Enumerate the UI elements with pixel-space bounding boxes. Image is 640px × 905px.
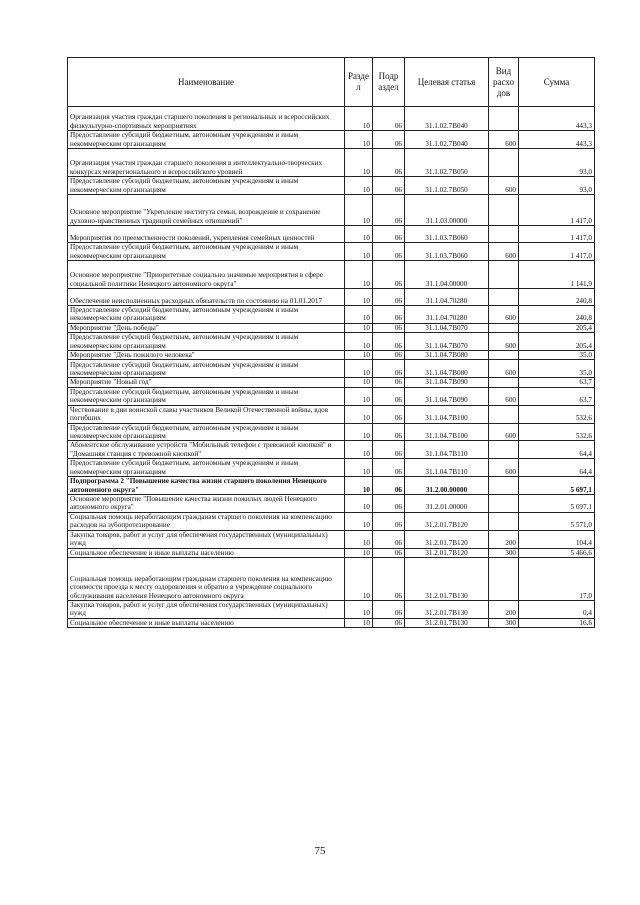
row-name: Социальное обеспечение и иные выплаты населению — [68, 618, 345, 627]
row-razdel: 10 — [345, 441, 373, 459]
row-razdel: 10 — [345, 243, 373, 261]
row-target: 31.1.04.70280 — [405, 289, 489, 306]
row-razdel: 10 — [345, 177, 373, 195]
row-sum: 17,0 — [519, 557, 595, 600]
row-podrazdel: 06 — [373, 243, 405, 261]
row-razdel: 10 — [345, 195, 373, 226]
header-podrazdel: Подр аздел — [373, 58, 405, 107]
row-name: Мероприятия по преемственности поколений, укрепления семейных ценностей — [68, 226, 345, 243]
row-razdel: 10 — [345, 306, 373, 324]
row-podrazdel: 06 — [373, 441, 405, 459]
table-row — [68, 600, 595, 618]
row-razdel: 10 — [345, 387, 373, 405]
row-podrazdel: 06 — [373, 405, 405, 423]
row-podrazdel: 06 — [373, 459, 405, 477]
row-target: 31.2.01.7В130 — [405, 600, 489, 618]
row-target: 31.1.02.7В050 — [405, 149, 489, 177]
row-name: Предоставление субсидий бюджетным, автономным учреждениям и иным некоммерческим организациям — [68, 243, 345, 261]
row-podrazdel: 06 — [373, 557, 405, 600]
table-row — [68, 149, 595, 177]
row-vid — [489, 351, 519, 360]
row-sum: 1 417,0 — [519, 226, 595, 243]
row-name: Предоставление субсидий бюджетным, автономным учреждениям и иным некоммерческим организациям — [68, 360, 345, 378]
row-target: 31.1.04.7В080 — [405, 360, 489, 378]
row-podrazdel: 06 — [373, 351, 405, 360]
table-row — [68, 557, 595, 600]
row-sum: 0,4 — [519, 600, 595, 618]
table-row — [68, 177, 595, 195]
budget-table — [67, 57, 595, 628]
row-vid — [489, 107, 519, 131]
table-row — [68, 387, 595, 405]
row-name: Подпрограмма 2 "Повышение качества жизни старшего поколения Ненецкого автономного округа" — [68, 477, 345, 495]
row-vid — [489, 477, 519, 495]
row-vid — [489, 149, 519, 177]
table-row — [68, 195, 595, 226]
table-row — [68, 548, 595, 557]
row-target: 31.1.02.7В040 — [405, 107, 489, 131]
row-razdel: 10 — [345, 149, 373, 177]
row-razdel: 10 — [345, 351, 373, 360]
row-vid: 300 — [489, 548, 519, 557]
row-razdel: 10 — [345, 459, 373, 477]
row-podrazdel: 06 — [373, 131, 405, 149]
row-vid: 600 — [489, 333, 519, 351]
row-sum: 205,4 — [519, 333, 595, 351]
row-target: 31.1.04.00000 — [405, 261, 489, 289]
row-target: 31.1.03.00000 — [405, 195, 489, 226]
row-sum: 532,6 — [519, 423, 595, 441]
row-name: Мероприятие "День пожилого человека" — [68, 351, 345, 360]
row-name: Основное мероприятие "Повышение качества жизни пожилых людей Ненецкого автономного округа" — [68, 494, 345, 512]
header-name: Наименование — [68, 58, 345, 107]
row-sum: 35,0 — [519, 351, 595, 360]
row-name: Предоставление субсидий бюджетным, автономным учреждениям и иным некоммерческим организациям — [68, 423, 345, 441]
row-target: 31.2.01.7В130 — [405, 618, 489, 627]
row-name: Социальная помощь неработающим гражданам старшего поколения на компенсацию расходов на зубопротезирование — [68, 512, 345, 530]
row-razdel: 10 — [345, 405, 373, 423]
row-name: Основное мероприятие "Приоритетные социально значимые мероприятия в сфере социальной политики Ненецкого автономного округа" — [68, 261, 345, 289]
row-target: 31.1.04.7В080 — [405, 351, 489, 360]
row-podrazdel: 06 — [373, 306, 405, 324]
table-row — [68, 405, 595, 423]
row-target: 31.1.02.7В040 — [405, 131, 489, 149]
row-podrazdel: 06 — [373, 618, 405, 627]
row-target: 31.1.03.7В060 — [405, 243, 489, 261]
row-sum: 64,4 — [519, 459, 595, 477]
row-target: 31.1.04.7В110 — [405, 441, 489, 459]
row-podrazdel: 06 — [373, 333, 405, 351]
row-name: Предоставление субсидий бюджетным, автономным учреждениям и иным некоммерческим организациям — [68, 333, 345, 351]
header-target: Целевая статья — [405, 58, 489, 107]
row-vid — [489, 378, 519, 387]
table-row — [68, 477, 595, 495]
table-row — [68, 351, 595, 360]
row-target: 31.2.01.7В120 — [405, 530, 489, 548]
row-name: Предоставление субсидий бюджетным, автономным учреждениям и иным некоммерческим организациям — [68, 387, 345, 405]
row-razdel: 10 — [345, 289, 373, 306]
row-name: Закупка товаров, работ и услуг для обеспечения государственных (муниципальных) нужд — [68, 530, 345, 548]
row-target: 31.1.04.7В100 — [405, 423, 489, 441]
row-name: Организация участия граждан старшего поколения в интеллектуально-творческих конкурсах межрегионального и всероссийского уровней — [68, 149, 345, 177]
row-name: Основное мероприятие "Укрепление института семьи, возрождение и сохранение духовно-нравственных традиций семейных отношений" — [68, 195, 345, 226]
row-podrazdel: 06 — [373, 530, 405, 548]
row-vid: 600 — [489, 177, 519, 195]
row-sum: 5 697,1 — [519, 494, 595, 512]
row-vid — [489, 557, 519, 600]
row-razdel: 10 — [345, 423, 373, 441]
row-razdel: 10 — [345, 261, 373, 289]
row-target: 31.1.04.7В070 — [405, 323, 489, 332]
row-podrazdel: 06 — [373, 600, 405, 618]
row-name: Мероприятие "День победы" — [68, 323, 345, 332]
row-vid — [489, 494, 519, 512]
row-razdel: 10 — [345, 323, 373, 332]
row-razdel: 10 — [345, 618, 373, 627]
row-target: 31.1.03.7В060 — [405, 226, 489, 243]
row-razdel: 10 — [345, 600, 373, 618]
row-sum: 443,3 — [519, 131, 595, 149]
row-vid: 200 — [489, 530, 519, 548]
row-name: Социальное обеспечение и иные выплаты населению — [68, 548, 345, 557]
row-razdel: 10 — [345, 548, 373, 557]
row-podrazdel: 06 — [373, 477, 405, 495]
row-sum: 240,8 — [519, 306, 595, 324]
row-name: Организация участия граждан старшего поколения в региональных и всероссийских физкультурно-спортивных мероприятиях — [68, 107, 345, 131]
row-sum: 1 417,0 — [519, 195, 595, 226]
row-vid: 600 — [489, 459, 519, 477]
table-row — [68, 530, 595, 548]
row-vid: 200 — [489, 600, 519, 618]
row-name: Предоставление субсидий бюджетным, автономным учреждениям и иным некоммерческим организациям — [68, 459, 345, 477]
row-vid — [489, 512, 519, 530]
row-vid: 600 — [489, 306, 519, 324]
row-podrazdel: 06 — [373, 323, 405, 332]
row-name: Закупка товаров, работ и услуг для обеспечения государственных (муниципальных) нужд — [68, 600, 345, 618]
header-sum: Сумма — [519, 58, 595, 107]
row-name: Предоставление субсидий бюджетным, автономным учреждениям и иным некоммерческим организациям — [68, 177, 345, 195]
row-podrazdel: 06 — [373, 378, 405, 387]
table-row — [68, 323, 595, 332]
row-name: Предоставление субсидий бюджетным, автономным учреждениям и иным некоммерческим организациям — [68, 131, 345, 149]
row-podrazdel: 06 — [373, 494, 405, 512]
row-podrazdel: 06 — [373, 261, 405, 289]
row-vid — [489, 441, 519, 459]
table-row — [68, 243, 595, 261]
row-podrazdel: 06 — [373, 177, 405, 195]
row-target: 31.1.02.7В050 — [405, 177, 489, 195]
row-sum: 443,3 — [519, 107, 595, 131]
header-vid: Вид расхо дов — [489, 58, 519, 107]
row-podrazdel: 06 — [373, 423, 405, 441]
row-razdel: 10 — [345, 131, 373, 149]
header-row — [68, 58, 595, 107]
row-target: 31.2.01.00000 — [405, 494, 489, 512]
row-target: 31.1.04.7В090 — [405, 378, 489, 387]
row-sum: 205,4 — [519, 323, 595, 332]
table-row — [68, 289, 595, 306]
row-vid — [489, 289, 519, 306]
row-target: 31.1.04.7В110 — [405, 459, 489, 477]
budget-table-sheet — [67, 57, 594, 628]
row-sum: 64,4 — [519, 441, 595, 459]
row-target: 31.1.04.7В100 — [405, 405, 489, 423]
row-vid: 600 — [489, 243, 519, 261]
table-row — [68, 333, 595, 351]
table-row — [68, 494, 595, 512]
row-sum: 104,4 — [519, 530, 595, 548]
table-row — [68, 306, 595, 324]
row-vid — [489, 323, 519, 332]
row-vid — [489, 195, 519, 226]
row-name: Обеспечение неисполненных расходных обязательств по состоянию на 01.01.2017 — [68, 289, 345, 306]
row-razdel: 10 — [345, 107, 373, 131]
row-razdel: 10 — [345, 226, 373, 243]
header-razdel: Разде л — [345, 58, 373, 107]
row-podrazdel: 06 — [373, 387, 405, 405]
table-row — [68, 441, 595, 459]
row-razdel: 10 — [345, 378, 373, 387]
row-target: 31.2.00.00000 — [405, 477, 489, 495]
row-razdel: 10 — [345, 494, 373, 512]
row-razdel: 10 — [345, 512, 373, 530]
row-target: 31.2.01.7В120 — [405, 548, 489, 557]
table-row — [68, 378, 595, 387]
row-sum: 5 571,0 — [519, 512, 595, 530]
row-podrazdel: 06 — [373, 289, 405, 306]
row-razdel: 10 — [345, 360, 373, 378]
row-name: Абонентское обслуживание устройств "Мобильный телефон с тревожной кнопкой" и "Домашняя станция с тревожной кнопкой" — [68, 441, 345, 459]
row-vid: 600 — [489, 387, 519, 405]
row-target: 31.2.01.7В130 — [405, 557, 489, 600]
row-name: Чествование в дни воинской славы участников Великой Отечественной войны, вдов погибших — [68, 405, 345, 423]
row-razdel: 10 — [345, 530, 373, 548]
row-sum: 5 466,6 — [519, 548, 595, 557]
table-row — [68, 226, 595, 243]
row-vid — [489, 226, 519, 243]
page-number: 75 — [314, 845, 326, 857]
row-podrazdel: 06 — [373, 149, 405, 177]
row-sum: 1 141,9 — [519, 261, 595, 289]
row-target: 31.1.04.7В090 — [405, 387, 489, 405]
row-target: 31.1.04.7В070 — [405, 333, 489, 351]
row-target: 31.1.04.70280 — [405, 306, 489, 324]
row-vid: 300 — [489, 618, 519, 627]
row-sum: 5 697,1 — [519, 477, 595, 495]
row-sum: 63,7 — [519, 387, 595, 405]
row-vid — [489, 261, 519, 289]
row-vid — [489, 405, 519, 423]
row-razdel: 10 — [345, 333, 373, 351]
row-razdel: 10 — [345, 557, 373, 600]
row-target: 31.2.01.7В120 — [405, 512, 489, 530]
row-name: Социальная помощь неработающим гражданам старшего поколения на компенсацию стоимости проезда к месту оздоровления и обратно в учреждение социального обслуживания населения Ненецкого автономного округа — [68, 557, 345, 600]
table-row — [68, 107, 595, 131]
row-sum: 240,8 — [519, 289, 595, 306]
row-vid: 600 — [489, 423, 519, 441]
table-row — [68, 261, 595, 289]
row-sum: 93,0 — [519, 149, 595, 177]
row-podrazdel: 06 — [373, 548, 405, 557]
row-name: Мероприятие "Новый год" — [68, 378, 345, 387]
row-sum: 93,0 — [519, 177, 595, 195]
row-sum: 16,6 — [519, 618, 595, 627]
table-row — [68, 131, 595, 149]
table-row — [68, 423, 595, 441]
row-vid: 600 — [489, 360, 519, 378]
table-row — [68, 360, 595, 378]
row-sum: 35,0 — [519, 360, 595, 378]
row-sum: 1 417,0 — [519, 243, 595, 261]
table-row — [68, 618, 595, 627]
row-sum: 63,7 — [519, 378, 595, 387]
row-sum: 532,6 — [519, 405, 595, 423]
row-name: Предоставление субсидий бюджетным, автономным учреждениям и иным некоммерческим организациям — [68, 306, 345, 324]
row-podrazdel: 06 — [373, 226, 405, 243]
row-podrazdel: 06 — [373, 512, 405, 530]
table-row — [68, 459, 595, 477]
row-vid: 600 — [489, 131, 519, 149]
row-razdel: 10 — [345, 477, 373, 495]
row-podrazdel: 06 — [373, 195, 405, 226]
row-podrazdel: 06 — [373, 107, 405, 131]
row-podrazdel: 06 — [373, 360, 405, 378]
table-row — [68, 512, 595, 530]
